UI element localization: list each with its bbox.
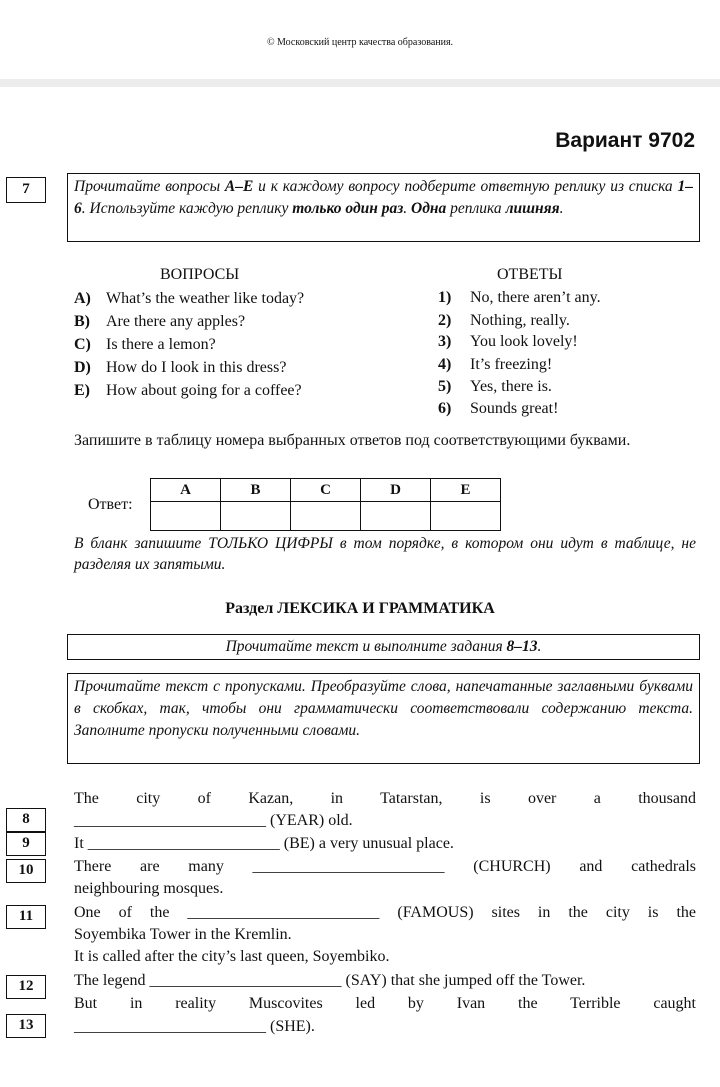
text-line-5: neighbouring mosques. <box>74 880 224 897</box>
answer-table-header-a: А <box>151 479 221 502</box>
task-number-10: 10 <box>6 859 46 883</box>
task-number-7: 7 <box>6 177 46 203</box>
question-b: B) Are there any apples? <box>74 313 246 330</box>
page-separator <box>0 79 720 87</box>
task-number-12: 12 <box>6 975 46 999</box>
answer-cell-c[interactable] <box>291 502 361 531</box>
answer-table-header-c: C <box>291 479 361 502</box>
task-number-13: 13 <box>6 1014 46 1038</box>
table-instruction: Запишите в таблицу номера выбранных ответов под соответствующими буквами. <box>74 432 631 449</box>
question-a: A) What’s the weather like today? <box>74 290 305 307</box>
answer-6: 6) Sounds great! <box>438 400 559 417</box>
variant-title: Вариант 9702 <box>555 129 695 152</box>
text-line-1: The city of Kazan, in Tatarstan, is over a thousand <box>74 790 696 807</box>
text-line-6: One of the ________________________ (FAMOUS) sites in the city is the <box>74 904 696 921</box>
answer-5: 5) Yes, there is. <box>438 378 552 395</box>
answer-label: Ответ: <box>88 496 133 513</box>
answers-header: ОТВЕТЫ <box>497 266 563 283</box>
text-line-10: But in reality Muscovites led by Ivan the Terrible caught <box>74 995 696 1012</box>
answer-table <box>150 478 501 531</box>
answer-table-header-b: B <box>221 479 291 502</box>
text-line-3: It ________________________ (BE) a very unusual place. <box>74 835 454 852</box>
answer-1: 1) No, there aren’t any. <box>438 289 601 306</box>
questions-header: ВОПРОСЫ <box>160 266 240 283</box>
answer-table-header-d: D <box>361 479 431 502</box>
text-line-2: ________________________ (YEAR) old. <box>74 812 353 829</box>
text-line-11: ________________________ (SHE). <box>74 1018 315 1035</box>
question-c: C) Is there a lemon? <box>74 336 216 353</box>
copyright-notice: © Московский центр качества образования. <box>266 37 454 48</box>
answer-2: 2) Nothing, really. <box>438 312 570 329</box>
blank-note: В бланк запишите ТОЛЬКО ЦИФРЫ в том порядке, в котором они идут в таблице, не разделяя их запятыми. <box>74 535 696 573</box>
answer-cell-e[interactable] <box>431 502 501 531</box>
section-read-text-instruction: Прочитайте текст и выполните задания 8–13. <box>67 634 700 660</box>
text-line-4: There are many ________________________ (CHURCH) and cathedrals <box>74 858 696 875</box>
task-number-9: 9 <box>6 832 46 856</box>
answer-cell-a[interactable] <box>151 502 221 531</box>
question-d: D) How do I look in this dress? <box>74 359 287 376</box>
text-line-8: It is called after the city’s last queen, Soyembiko. <box>74 948 390 965</box>
answer-4: 4) It’s freezing! <box>438 356 553 373</box>
task-number-11: 11 <box>6 905 46 929</box>
text-line-9: The legend ________________________ (SAY) that she jumped off the Tower. <box>74 972 586 989</box>
question-e: E) How about going for a coffee? <box>74 382 302 399</box>
task7-instruction: Прочитайте вопросы А–Е и к каждому вопросу подберите ответную реплику из списка 1–6. Используйте каждую реплику только один раз. Одна реплика лишняя. <box>67 173 700 242</box>
section-transform-instruction: Прочитайте текст с пропусками. Преобразуйте слова, напечатанные заглавными буквами в скобках, так, чтобы они грамматически соответствовали содержанию текста. Заполните пропуски полученными словами. <box>67 673 700 764</box>
answer-3: 3) You look lovely! <box>438 333 578 350</box>
text-line-7: Soyembika Tower in the Kremlin. <box>74 926 292 943</box>
section-title: Раздел ЛЕКСИКА И ГРАММАТИКА <box>225 600 495 617</box>
task-number-8: 8 <box>6 808 46 832</box>
answer-table-header-e: E <box>431 479 501 502</box>
answer-cell-d[interactable] <box>361 502 431 531</box>
answer-cell-b[interactable] <box>221 502 291 531</box>
